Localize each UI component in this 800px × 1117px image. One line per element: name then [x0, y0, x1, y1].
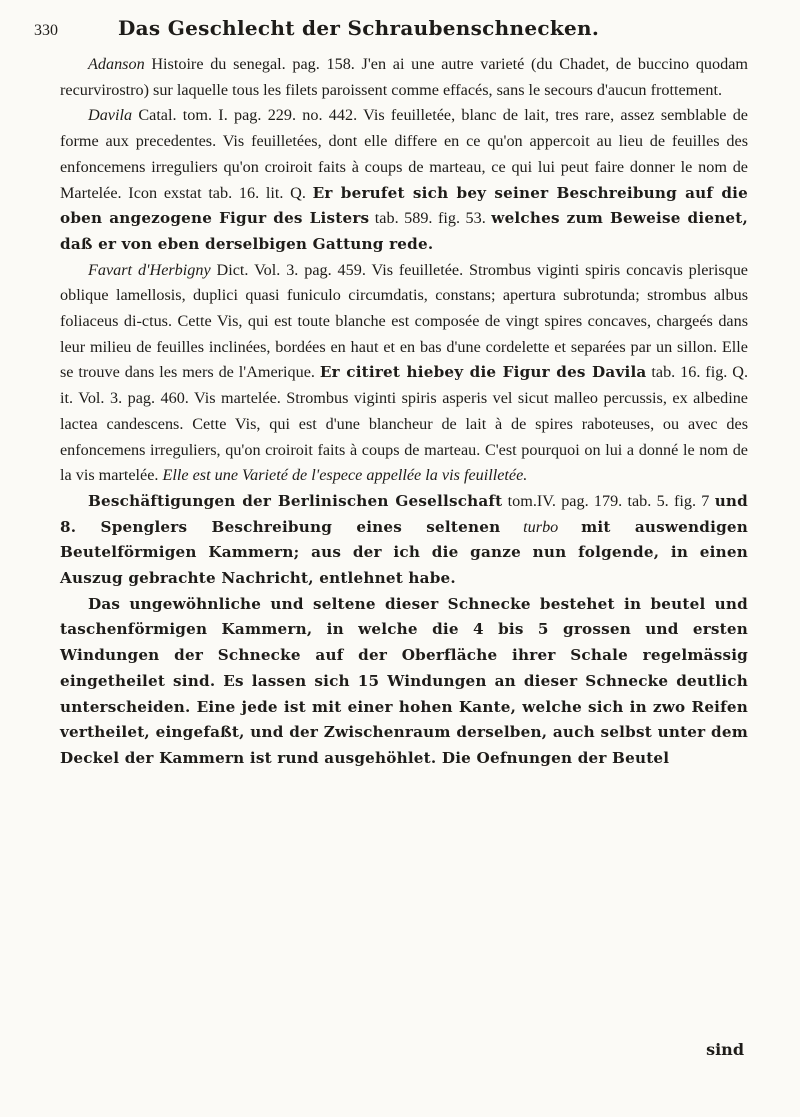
- german-text: Beschäftigungen der Berlinischen Gesellschaft: [88, 491, 503, 510]
- paragraph-davila: [60, 103, 748, 257]
- german-text: welches zum Beweise dienet, daß er von eben derselbigen Gattung rede.: [60, 209, 748, 253]
- italic-text: turbo: [500, 517, 582, 536]
- running-title: Das Geschlecht der Schraubenschnecken.: [118, 16, 600, 40]
- paragraph-text: tab. 16. fig. Q. it. Vol. 3. pag. 460. Vis martelée. Strombus viginti spiris asperis vel sicut malleo percussis, ex albedine lactea candescens. Cette Vis, qui est d'une blancheur de lait à de spires raboteuses, ou avec des enfoncemens irreguliers, qu'on croiroit faits à coups de marteau. C'est pourquoi on lui a donné le nom de la vis martelée.: [60, 363, 748, 485]
- german-text: Er berufet sich bey seiner Beschreibung auf die oben angezogene Figur des Listers: [60, 183, 748, 228]
- german-text: mit auswendigen Beutelförmigen Kammern; aus der ich die ganze nun folgende, in einen Auszug gebrachte Nachricht, entlehnet habe.: [60, 517, 748, 588]
- paragraph-berlin: [60, 489, 748, 592]
- paragraph-favart: [60, 258, 748, 489]
- german-text: Das ungewöhnliche und seltene dieser Schnecke bestehet in beutel und taschenförmigen Kammern, in welche die 4 bis 5 grossen und ersten Windungen der Schnecke auf der Oberfläche ihrer Schale regelmässig eingetheilet sind. Es lassen sich 15 Windungen an dieser Schnecke deutlich unterscheiden. Eine jede ist mit einer hohen Kante, welche sich in zwo Reifen vertheilet, eingefaßt, und der Zwischenraum derselben, auch selbst unter dem Deckel der Kammern ist rund ausgehöhlet. Die Oefnungen der Beutel: [60, 594, 748, 767]
- italic-text: Elle est une Varieté de l'espece appellée la vis feuilletée.: [162, 466, 528, 485]
- body-text: [60, 52, 748, 772]
- paragraph-adanson: [60, 52, 748, 103]
- paragraph-text: tom.IV. pag. 179. tab. 5. fig. 7: [502, 491, 715, 510]
- paragraph-text: Dict. Vol. 3. pag. 459. Vis feuilletée. Strombus viginti spiris concavis plerisque oblique lamellosis, duplici quasi funiculo circumdatis, constans; apertura subrotunda; strombus albus foliaceus di-ctus. Cette Vis, qui est toute blanche est composée de vingt spires concaves, chargeés dans leur milieu de feuilles inclinées, bordées en haut et en bas d'une cordelette et separées par un sillon. Elle se trouve dans les mers de l'Amerique.: [60, 260, 748, 382]
- paragraph-text: Catal. tom. I. pag. 229. no. 442. Vis feuilletée, blanc de lait, tres rare, assez semblable de forme aux precedentes. Vis feuilletées, dont elle differe en ce qu'on appercoit au lieu de feuilles des enfoncemens irreguliers qu'on croiroit faits à coups de marteau, ce qui lui peut faire donner le nom de Martelée. Icon exstat tab. 16. lit. Q.: [60, 106, 748, 202]
- citation-author: Favart d'Herbigny: [88, 260, 211, 279]
- german-text: Er citiret hiebey die Figur des Davila: [319, 363, 647, 382]
- paragraph-text: tab. 589. fig. 53.: [369, 209, 492, 228]
- citation-author: Davila: [88, 106, 133, 125]
- catchword: sind: [706, 1040, 744, 1059]
- page-number: 330: [34, 22, 58, 39]
- page-header: [34, 16, 748, 52]
- citation-author: Adanson: [88, 55, 145, 73]
- german-text: und 8. Spenglers Beschreibung eines seltenen: [60, 491, 748, 536]
- paragraph-description: [60, 592, 748, 772]
- paragraph-text: Histoire du senegal. pag. 158. J'en ai une autre varieté (du Chadet, de buccino quodam recurvirostro) sur laquelle tous les filets paroissent comme effacés, sans le secours d'aucun frottement.: [60, 55, 748, 99]
